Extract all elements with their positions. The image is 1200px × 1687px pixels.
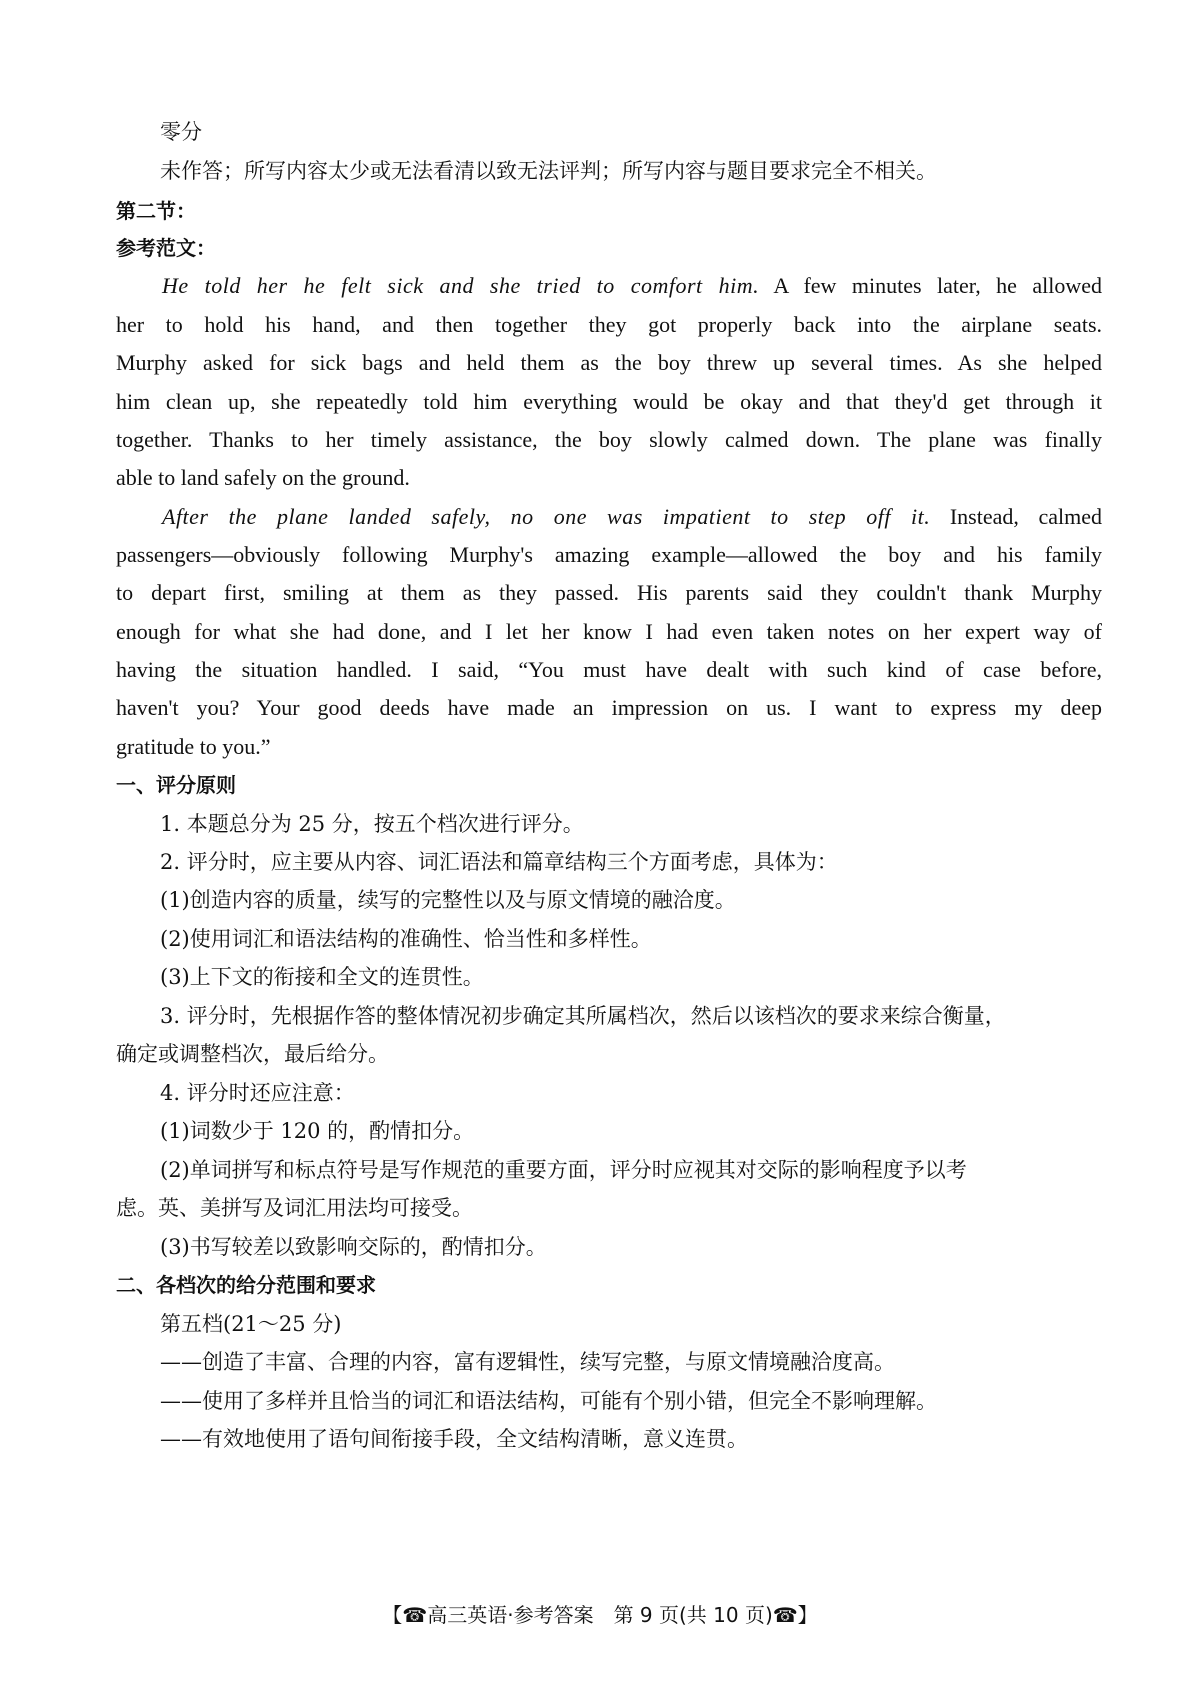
essay-p2-line-3: to depart first, smiling at them as they passed. His parents said they couldn't thank Murphy [116, 580, 1102, 605]
principle-4-sub-2-continued: 虑。英、美拼写及词汇用法均可接受。 [116, 1196, 473, 1220]
principle-4-sub-3: (3)书写较差以致影响交际的，酌情扣分。 [160, 1235, 547, 1259]
principle-3: 3. 评分时，先根据作答的整体情况初步确定其所属档次，然后以该档次的要求来综合衡量， [160, 1004, 1006, 1028]
zero-score-criteria: 未作答；所写内容太少或无法看清以致无法评判；所写内容与题目要求完全不相关。 [160, 159, 937, 183]
principle-2: 2. 评分时，应主要从内容、词汇语法和篇章结构三个方面考虑，具体为： [160, 850, 838, 874]
essay-p2-line-5: having the situation handled. I said, “You must have dealt with such kind of case before, [116, 657, 1102, 682]
principle-4-sub-2: (2)单词拼写和标点符号是写作规范的重要方面，评分时应视其对交际的影响程度予以考 [160, 1158, 967, 1182]
essay-p2-given-sentence: After the plane landed safely, no one was impatient to step off it. [162, 504, 931, 529]
principle-2-sub-1: (1)创造内容的质量，续写的完整性以及与原文情境的融洽度。 [160, 888, 736, 912]
essay-p2-line-6: haven't you? Your good deeds have made an impression on us. I want to express my deep [116, 695, 1102, 720]
page-footer: 【☎高三英语·参考答案 第 9 页(共 10 页)☎】 [382, 1603, 818, 1627]
level-5-item-1: ——创造了丰富、合理的内容，富有逻辑性，续写完整，与原文情境融洽度高。 [160, 1350, 895, 1374]
essay-p1-line-6: able to land safely on the ground. [116, 465, 410, 490]
principle-4-sub-1: (1)词数少于 120 的，酌情扣分。 [160, 1119, 475, 1143]
level-5-title: 第五档(21～25 分) [160, 1312, 342, 1336]
essay-p1-line-1 [162, 271, 1102, 301]
essay-p1-line-4: him clean up, she repeatedly told him everything would be okay and that they'd get through it [116, 389, 1102, 414]
essay-p1-line-5: together. Thanks to her timely assistance, the boy slowly calmed down. The plane was finally [116, 427, 1102, 452]
essay-p1-line-1-rest: A few minutes later, he allowed [759, 273, 1102, 298]
essay-p1-line-2: her to hold his hand, and then together they got properly back into the airplane seats. [116, 312, 1102, 337]
section2-title: 第二节： [116, 199, 196, 223]
principle-4: 4. 评分时还应注意： [160, 1081, 355, 1105]
essay-p2-line-2: passengers—obviously following Murphy's amazing example—allowed the boy and his family [116, 542, 1102, 567]
essay-p1-given-sentence: He told her he felt sick and she tried to comfort him. [162, 273, 760, 298]
level-5-item-2: ——使用了多样并且恰当的词汇和语法结构，可能有个别小错，但完全不影响理解。 [160, 1389, 937, 1413]
level-5-item-3: ——有效地使用了语句间衔接手段，全文结构清晰，意义连贯。 [160, 1427, 748, 1451]
principle-2-sub-3: (3)上下文的衔接和全文的连贯性。 [160, 965, 484, 989]
essay-p2-line-7: gratitude to you.” [116, 734, 271, 759]
essay-p1-line-3: Murphy asked for sick bags and held them as the boy threw up several times. As she helped [116, 350, 1102, 375]
essay-p2-line-4: enough for what she had done, and I let her know I had even taken notes on her expert way of [116, 619, 1102, 644]
levels-title: 二、各档次的给分范围和要求 [116, 1273, 376, 1297]
zero-score-title: 零分 [160, 120, 202, 144]
principle-1: 1. 本题总分为 25 分，按五个档次进行评分。 [160, 812, 584, 836]
sample-essay-title: 参考范文： [116, 236, 216, 260]
essay-p2-line-1-rest: Instead, calmed [930, 504, 1102, 529]
principle-2-sub-2: (2)使用词汇和语法结构的准确性、恰当性和多样性。 [160, 927, 652, 951]
essay-p2-line-1 [162, 502, 1102, 532]
principle-3-continued: 确定或调整档次，最后给分。 [116, 1042, 389, 1066]
scoring-principles-title: 一、评分原则 [116, 773, 236, 797]
